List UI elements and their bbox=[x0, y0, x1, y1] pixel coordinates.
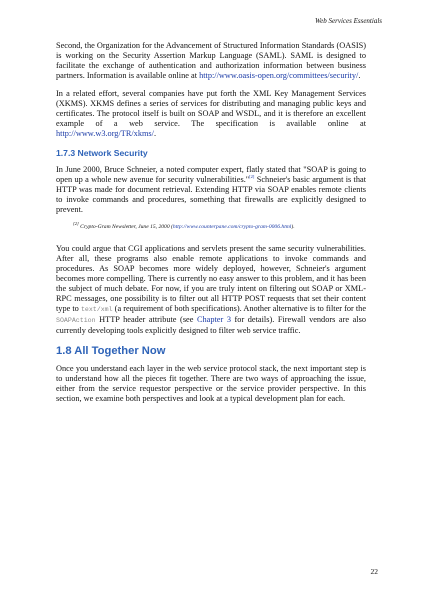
heading-all-together-now: 1.8 All Together Now bbox=[56, 345, 166, 357]
paragraph-xkms bbox=[56, 89, 366, 139]
paragraph-text: . bbox=[153, 129, 157, 138]
paragraph-text: Schneier's basic argument is that HTTP was made for document retrieval. Extending HTTP via SOAP enables remote clients to invoke commands and procedures, something that firewalls are explicitly designed to prevent. bbox=[56, 175, 366, 214]
paragraph-text: In a related effort, several companies have put forth the XML Key Management Services (XKMS). XKMS defines a series of services for distributing and managing public keys and certificates. The protocol itself is built on SOAP and WSDL, and it is therefore an excellent example of a web service. The specification is available online at bbox=[56, 89, 366, 128]
heading-network-security: 1.7.3 Network Security bbox=[56, 148, 148, 158]
footnote bbox=[73, 223, 366, 231]
footnote-marker: [2] bbox=[73, 221, 79, 227]
link-xkms[interactable]: http://www.w3.org/TR/xkms/ bbox=[56, 129, 154, 138]
footnote-text: ). bbox=[291, 224, 295, 230]
paragraph-text: (a requirement of both specifications). Another alternative is to filter for the bbox=[112, 304, 367, 313]
code-text-xml: text/xml bbox=[80, 306, 113, 313]
document-body bbox=[56, 41, 366, 412]
running-header: Web Services Essentials bbox=[314, 17, 382, 25]
footnote-text: Crypto-Gram Newsletter, June 15, 2000 ( bbox=[78, 224, 173, 230]
paragraph-text: for details). Firewall vendors are also currently developing tools explicitly designed to filter web service traffic. bbox=[56, 315, 366, 335]
paragraph-cgi bbox=[56, 244, 366, 336]
paragraph-text: Second, the Organization for the Advancement of Structured Information Standards (OASIS) is working on the Security Assertion Markup Language (SAML). SAML is designed to facilitate the exchange of authentication and authorization information between business partners. Information is available online at bbox=[56, 41, 366, 80]
paragraph-text: . bbox=[358, 71, 361, 80]
paragraph-schneier bbox=[56, 165, 366, 215]
link-oasis[interactable]: http://www.oasis-open.org/committees/security/ bbox=[199, 71, 359, 80]
link-chapter-3[interactable]: Chapter 3 bbox=[196, 315, 231, 324]
paragraph-text: In June 2000, Bruce Schneier, a noted computer expert, flatly stated that "SOAP is going to open up a whole new avenue for security vulnerabilities." bbox=[56, 165, 366, 184]
link-crypto-gram[interactable]: http://www.counterpane.com/crypto-gram-0006.html bbox=[172, 224, 292, 230]
paragraph-all-together: Once you understand each layer in the web service protocol stack, the next important step is to understand how all the pieces fit together. There are two ways of approaching the issue, either from the service requestor perspective or the service provider perspective. In this section, we examine both perspectives and look at a typical development plan for each. bbox=[56, 364, 366, 403]
paragraph-saml bbox=[56, 41, 366, 81]
paragraph-text: You could argue that CGI applications and servlets present the same security vulnerabilities. After all, these programs also enable remote applications to invoke commands and procedures. As SOAP becomes more widely deployed, however, Schneier's argument becomes more compelling. There is currently no easy answer to this problem, and it has been the subject of much debate. For now, if you are truly intent on filtering out SOAP or XML-RPC messages, one possibility is to filter out all HTTP POST requests that set their content type to bbox=[56, 244, 366, 313]
paragraph-text: HTTP header attribute (see bbox=[95, 315, 197, 324]
footnote-ref[interactable]: [2] bbox=[249, 174, 255, 180]
page-number: 22 bbox=[370, 567, 378, 576]
code-soapaction: SOAPAction bbox=[56, 317, 96, 324]
